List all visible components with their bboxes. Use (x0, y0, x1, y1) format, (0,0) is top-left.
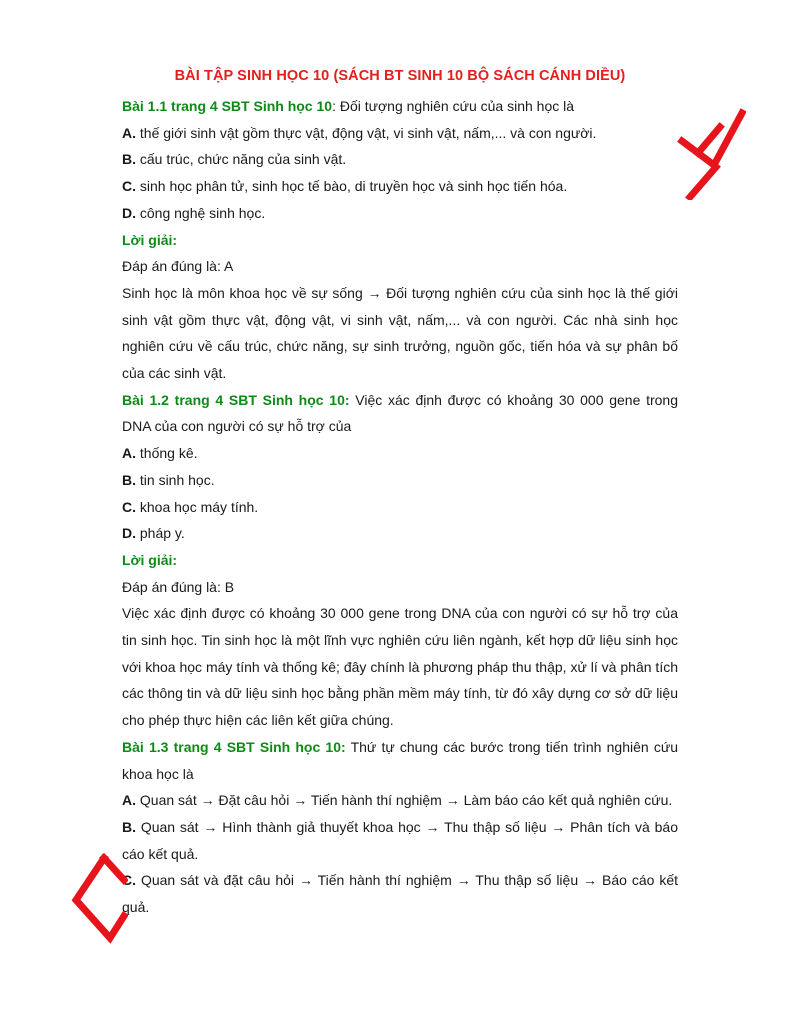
question-1-1 (122, 93, 678, 120)
question-label: Bài 1.2 trang 4 SBT Sinh học 10: (122, 391, 350, 408)
question-text: Đối tượng nghiên cứu của sinh học là (339, 98, 575, 114)
option-d: D. pháp y. (122, 525, 185, 542)
question-label-separator: : (332, 98, 340, 114)
explanation-text: Sinh học là môn khoa học về sự sống → Đối tượng nghiên cứu của sinh học là thế giới sinh vật gồm thực vật, động vật, vi sinh vật, nấm,... và con người. Các nhà sinh học nghiên cứu về cấu trúc, chức năng, sự sinh trưởng, nguồn gốc, tiến hóa và sự phân bố của các sinh vật. (122, 284, 678, 382)
answer-text: Đáp án đúng là: A (122, 258, 234, 275)
document-body (122, 93, 678, 921)
option-a: A. Quan sát → Đặt câu hỏi → Tiến hành thí nghiệm → Làm báo cáo kết quả nghiên cứu. (122, 792, 673, 809)
explanation-text: Việc xác định được có khoảng 30 000 gene trong DNA của con người có sự hỗ trợ của tin sinh học. Tin sinh học là một lĩnh vực nghiên cứu liên ngành, kết hợp dữ liệu sinh học với khoa học máy tính và thống kê; đây chính là phương pháp thu thập, xử lí và phân tích các thông tin và dữ liệu sinh học bằng phần mềm máy tính, từ đó xây dựng cơ sở dữ liệu cho phép thực hiện các liên kết giữa chúng. (122, 605, 678, 729)
option-b: B. tin sinh học. (122, 471, 215, 488)
option-c: C. sinh học phân tử, sinh học tế bào, di truyền học và sinh học tiến hóa. (122, 178, 568, 195)
solution-label: Lời giải: (122, 231, 178, 248)
option-d: D. công nghệ sinh học. (122, 204, 266, 221)
question-1-3 (122, 734, 678, 787)
option-a: A. thế giới sinh vật gồm thực vật, động vật, vi sinh vật, nấm,... và con người. (122, 124, 597, 141)
answer-text: Đáp án đúng là: B (122, 578, 235, 595)
question-1-2 (122, 387, 678, 440)
option-c: C. Quan sát và đặt câu hỏi → Tiến hành thí nghiệm → Thu thập số liệu → Báo cáo kết quả. (122, 872, 678, 916)
question-text: Thứ tự chung các bước trong tiến trình nghiên cứu khoa học là (122, 738, 679, 782)
watermark-fragment-bottom (66, 852, 128, 944)
question-label: Bài 1.1 trang 4 SBT Sinh học 10 (122, 98, 333, 114)
option-b: B. Quan sát → Hình thành giả thuyết khoa học → Thu thập số liệu → Phân tích và báo cáo kết quả. (122, 818, 678, 862)
option-a: A. thống kê. (122, 445, 198, 462)
option-b: B. cấu trúc, chức năng của sinh vật. (122, 151, 347, 168)
question-text: Việc xác định được có khoảng 30 000 gene trong DNA của con người có sự hỗ trợ của (122, 391, 678, 435)
page-title: BÀI TẬP SINH HỌC 10 (SÁCH BT SINH 10 BỘ SÁCH CÁNH DIỀU) (174, 68, 626, 84)
watermark-fragment-top (676, 105, 746, 200)
option-c: C. khoa học máy tính. (122, 498, 259, 515)
solution-label: Lời giải: (122, 551, 178, 568)
question-label: Bài 1.3 trang 4 SBT Sinh học 10: (122, 738, 346, 755)
